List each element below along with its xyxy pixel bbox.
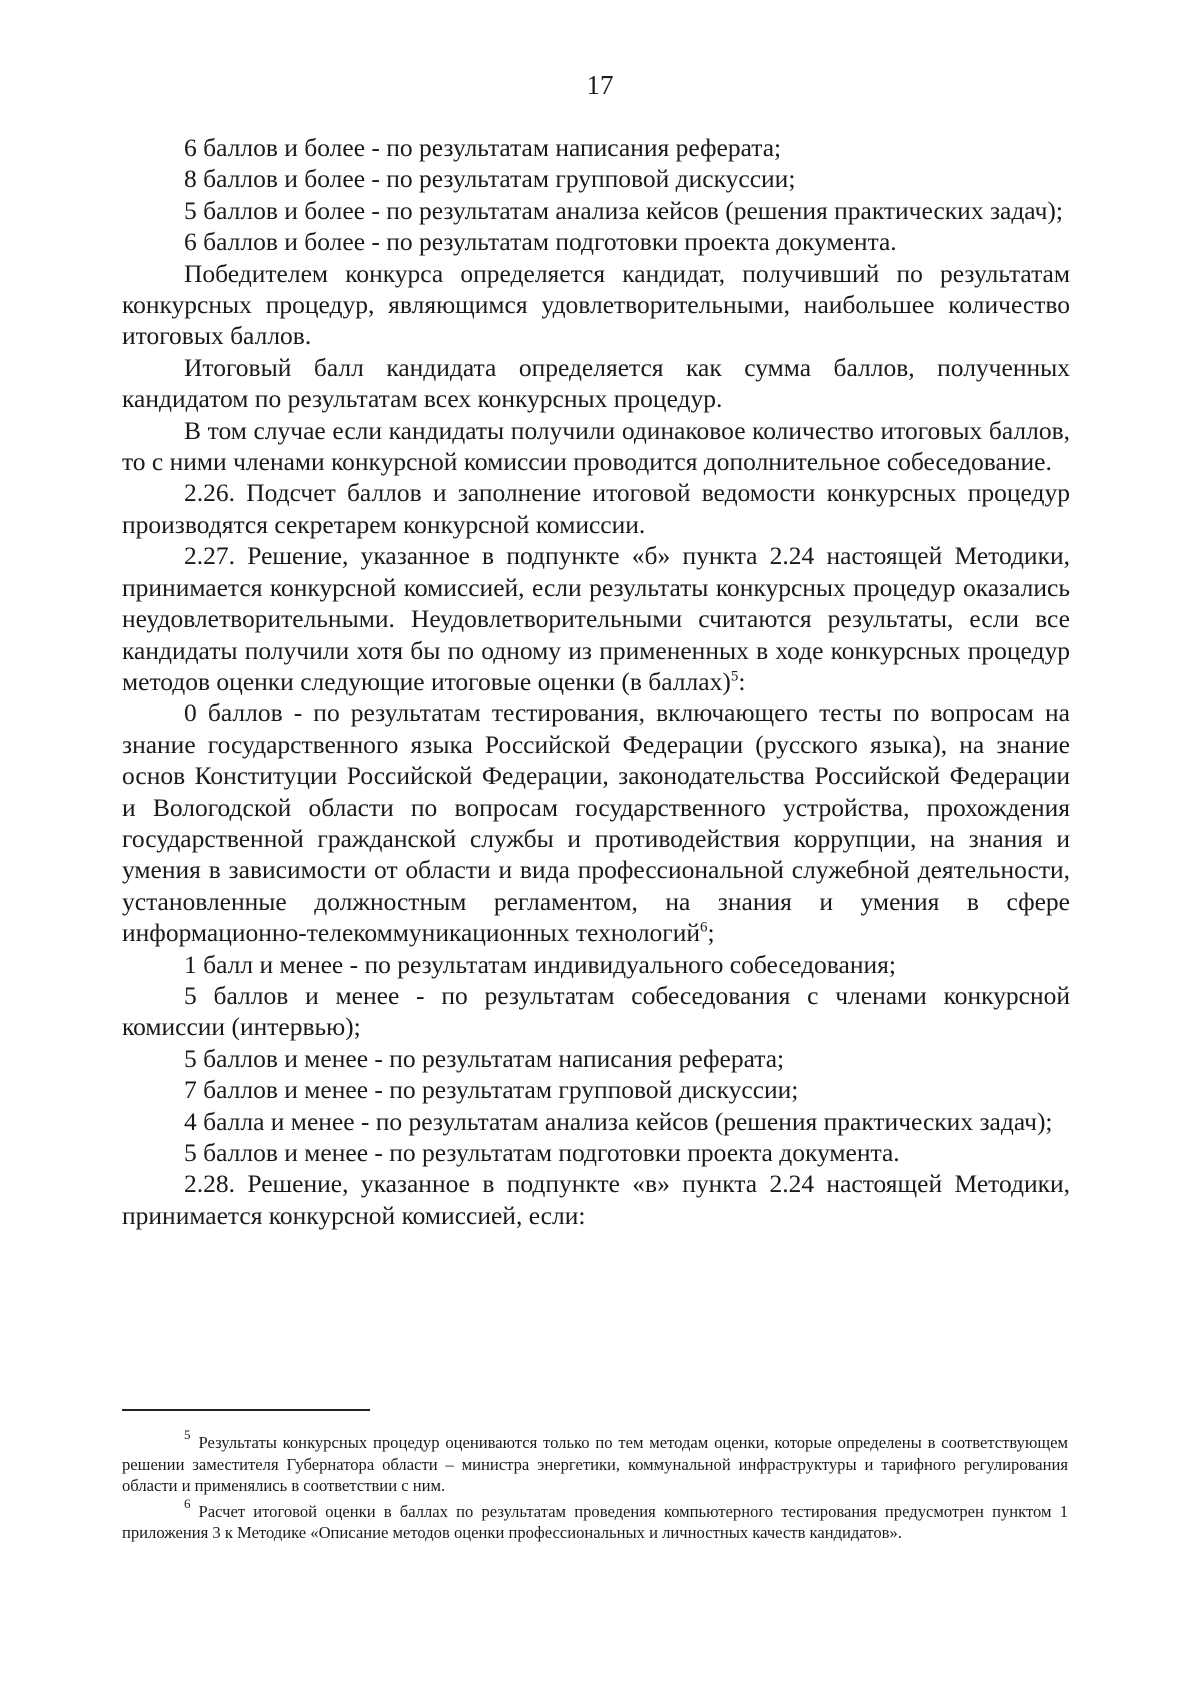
footnote-ref-5[interactable]: 5	[730, 668, 739, 685]
paragraph: Итоговый балл кандидата определяется как сумма баллов, полученных кандидатом по результатам всех конкурсных процедур.	[122, 352, 1070, 414]
paragraph: 0 баллов - по результатам тестирования, включающего тесты по вопросам на знание государственного языка Российской Федерации (русского языка), на знание основ Конституции Российской Федерации, законодательства Российской Федерации и Вологодской области по вопросам государственного устройства, прохождения государственной гражданской службы и противодействия коррупции, на знания и умения в зависимости от области и вида профессиональной служебной деятельности, установленные должностным регламентом, на знания и умения в сфере информационно-телекоммуникационных технологий$^6$;	[122, 698, 1070, 948]
paragraph: 5 баллов и менее - по результатам написания реферата;	[184, 1043, 785, 1073]
paragraph: 5 баллов и более - по результатам анализа кейсов (решения практических задач);	[184, 195, 1064, 225]
footnote-ref-6[interactable]: 6	[700, 919, 708, 936]
paragraph: 6 баллов и более - по результатам подготовки проекта документа.	[184, 227, 897, 257]
footnote-separator	[122, 1409, 370, 1411]
paragraph: В том случае если кандидаты получили одинаковое количество итоговых баллов, то с ними членами конкурсной комиссии проводится дополнительное собеседование.	[122, 415, 1070, 477]
paragraph: 5 баллов и менее - по результатам подготовки проекта документа.	[184, 1138, 900, 1167]
page-number: 17	[586, 70, 614, 100]
paragraph: Победителем конкурса определяется кандидат, получивший по результатам конкурсных процедур, являющимся удовлетворительными, наибольшее количество итоговых баллов.	[122, 258, 1070, 351]
paragraph: 4 балла и менее - по результатам анализа кейсов (решения практических задач);	[184, 1106, 1053, 1136]
paragraph: 2.26. Подсчет баллов и заполнение итоговой ведомости конкурсных процедур производятся секретарем конкурсной комиссии.	[122, 478, 1070, 539]
footnote-6: $^6$ Расчет итоговой оценки в баллах по результатам проведения компьютерного тестирования предусмотрен пунктом 1 приложения 3 к Методике «Описание методов оценки профессиональных и личностных качеств кандидатов».	[122, 1495, 1068, 1542]
paragraph: 1 балл и менее - по результатам индивидуального собеседования;	[184, 949, 896, 979]
footnote-mark: 6	[184, 1495, 191, 1511]
footnote-5: $^5$ Результаты конкурсных процедур оцениваются только по тем методам оценки, которые определены в соответствующем решении заместителя Губернатора области – министра энергетики, коммунальной инфраструктуры и тарифного регулирования области и применялись в соответствии с ним.	[122, 1427, 1068, 1495]
paragraph: 8 баллов и более - по результатам групповой дискуссии;	[184, 164, 796, 194]
paragraph: 2.27. Решение, указанное в подпункте «б» пункта 2.24 настоящей Методики, принимается конкурсной комиссией, если результаты конкурсных процедур оказались неудовлетворительными. Неудовлетворительными считаются результаты, если все кандидаты получили хотя бы по одному из примененных в ходе конкурсных процедур методов оценки следующие итоговые оценки (в баллах)$^5$:	[122, 541, 1070, 696]
main-text	[122, 132, 1070, 1231]
footnotes	[122, 1427, 1068, 1548]
paragraph: 6 баллов и более - по результатам написания реферата;	[184, 133, 782, 162]
paragraph: 7 баллов и менее - по результатам групповой дискуссии;	[184, 1075, 799, 1105]
paragraph: 2.28. Решение, указанное в подпункте «в» пункта 2.24 настоящей Методики, принимается конкурсной комиссией, если:	[122, 1169, 1070, 1230]
footnote-mark: 5	[184, 1427, 191, 1442]
paragraph: 5 баллов и менее - по результатам собеседования с членами конкурсной комиссии (интервью);	[122, 980, 1070, 1042]
